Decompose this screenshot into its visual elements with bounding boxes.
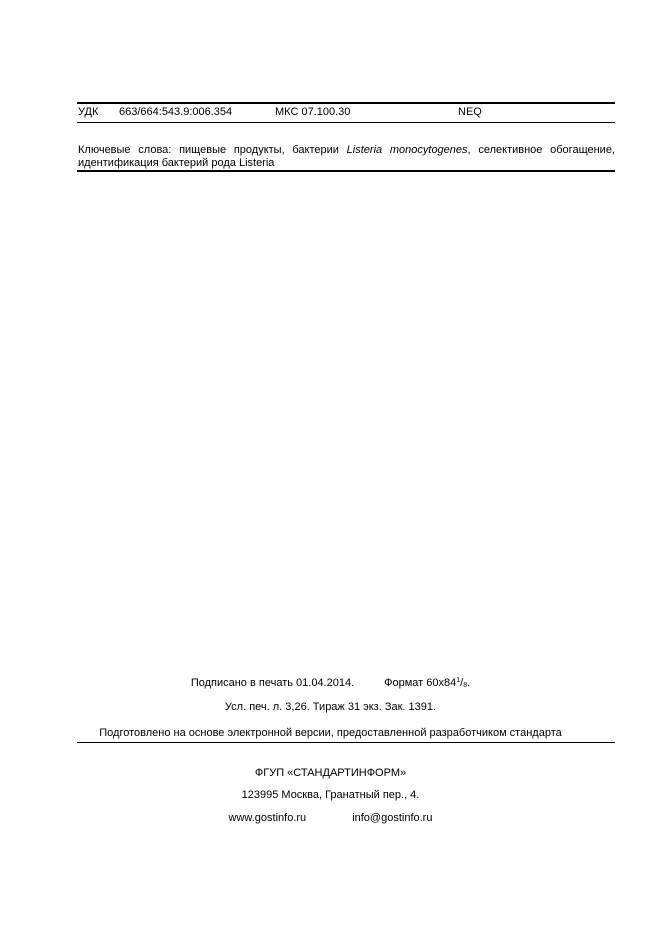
keywords-prefix: Ключевые слова: пищевые продукты, бактерии [78, 144, 347, 156]
classification-rule [77, 122, 615, 123]
website-link[interactable]: www.gostinfo.ru [228, 812, 307, 824]
format-end: . [467, 677, 471, 689]
classification-line [78, 106, 615, 120]
publisher-address: 123995 Москва, Гранатный пер., 4. [241, 789, 420, 801]
format-label: Формат 60х84 [384, 677, 457, 689]
udk-label: УДК [78, 106, 99, 118]
keywords-species: Listeria monocytogenes [346, 144, 468, 156]
neq-marker: NEQ [458, 106, 482, 118]
keywords-rule [77, 170, 615, 172]
format-denominator: 8 [463, 682, 468, 689]
format-numerator: 1 [456, 677, 461, 684]
keywords-block [78, 144, 615, 170]
keywords-line-2: идентификация бактерий рода Listeria [78, 157, 275, 169]
contacts-line [0, 812, 661, 824]
print-details-line: Усл. печ. л. 3,26. Тираж 31 экз. Зак. 1391. [224, 701, 437, 713]
signed-date: Подписано в печать 01.04.2014. [190, 677, 355, 689]
signed-format-line: Подписано в печать 01.04.2014. Формат $60х84^1/_8$. [190, 677, 471, 689]
keywords-line-1 [78, 144, 615, 157]
top-rule [77, 102, 615, 104]
prepared-note: Подготовлено на основе электронной версии, предоставленной разработчиком стандарта [99, 727, 562, 739]
mks-code: МКС 07.100.30 [275, 106, 351, 118]
publisher-name: ФГУП «СТАНДАРТИНФОРМ» [254, 767, 407, 779]
keywords-suffix: , селективное обогащение, [467, 144, 616, 156]
udk-code: 663/664:543.9:006.354 [119, 106, 233, 118]
email-link[interactable]: info@gostinfo.ru [352, 812, 433, 824]
imprint-rule [77, 742, 615, 743]
